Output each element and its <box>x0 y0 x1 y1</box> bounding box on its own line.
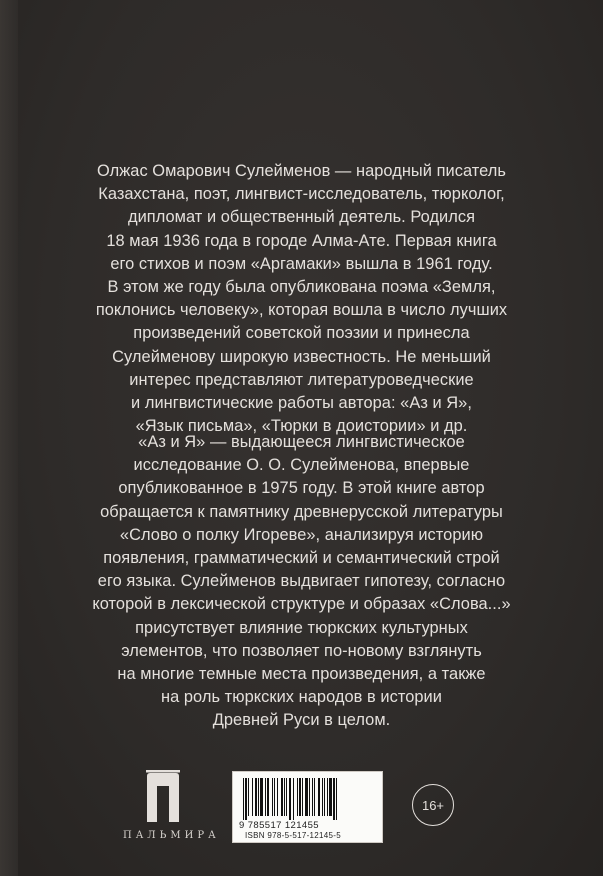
book-summary-paragraph <box>38 431 565 733</box>
publisher-logo <box>123 770 220 841</box>
text-line: на роль тюркских народов в истории <box>161 688 442 707</box>
text-line: Сулейменову широкую известность. Не меньший <box>112 347 491 366</box>
isbn-barcode <box>232 771 383 843</box>
text-line: обращается к памятнику древнерусской литературы <box>100 502 503 521</box>
text-line: «Слово о полку Игореве», анализируя историю <box>119 525 484 544</box>
text-line: Олжас Омарович Сулейменов — народный писатель <box>97 162 506 180</box>
text-line: и лингвистические работы автора: «Аз и Я», <box>131 394 472 413</box>
barcode-bars <box>241 778 376 820</box>
text-line: исследование О. О. Сулейменова, впервые <box>133 456 470 475</box>
text-line: появления, грамматический и семантический строй <box>103 549 500 568</box>
text-line: Казахстана, поэт, лингвист-исследователь, тюрколог, <box>98 185 505 204</box>
text-line: 18 мая 1936 года в городе Алма-Ате. Первая книга <box>106 231 497 250</box>
text-line: элементов, что позволяет по-новому взглянуть <box>121 641 482 660</box>
text-line: на многие темные места произведения, а также <box>117 665 486 684</box>
publisher-name: ПАЛЬМИРА <box>123 830 220 841</box>
text-line: интерес представляют литературоведческие <box>129 370 474 389</box>
text-line: которой в лексической структуре и образах «Слова...» <box>92 595 511 614</box>
text-line: дипломат и общественный деятель. Родился <box>127 208 476 227</box>
age-rating-badge: 16+ <box>412 784 454 826</box>
text-line: его языка. Сулейменов выдвигает гипотезу, согласно <box>97 572 506 591</box>
palmira-gate-logo-icon <box>144 770 182 822</box>
text-line: произведений советской поэзии и принесла <box>133 324 470 343</box>
author-biography-paragraph <box>38 160 565 438</box>
text-line: опубликованное в 1975 году. В этой книге автор <box>118 479 485 498</box>
text-line: В этом же году была опубликована поэма «Земля, <box>107 278 496 297</box>
text-line: его стихов и поэм «Аргамаки» вышла в 1961 году. <box>110 254 493 273</box>
barcode-digits: 9 785517 121455 <box>239 820 319 831</box>
text-line: поклонись человеку», которая вошла в число лучших <box>95 301 508 320</box>
text-line: «Аз и Я» — выдающееся лингвистическое <box>138 433 465 451</box>
text-line: Древней Руси в целом. <box>212 711 391 730</box>
text-line: «Язык письма», «Тюрки в доистории» и др. <box>135 417 468 436</box>
isbn-number: ISBN 978-5-517-12145-5 <box>245 831 341 840</box>
text-line: присутствует влияние тюркских культурных <box>135 618 468 637</box>
